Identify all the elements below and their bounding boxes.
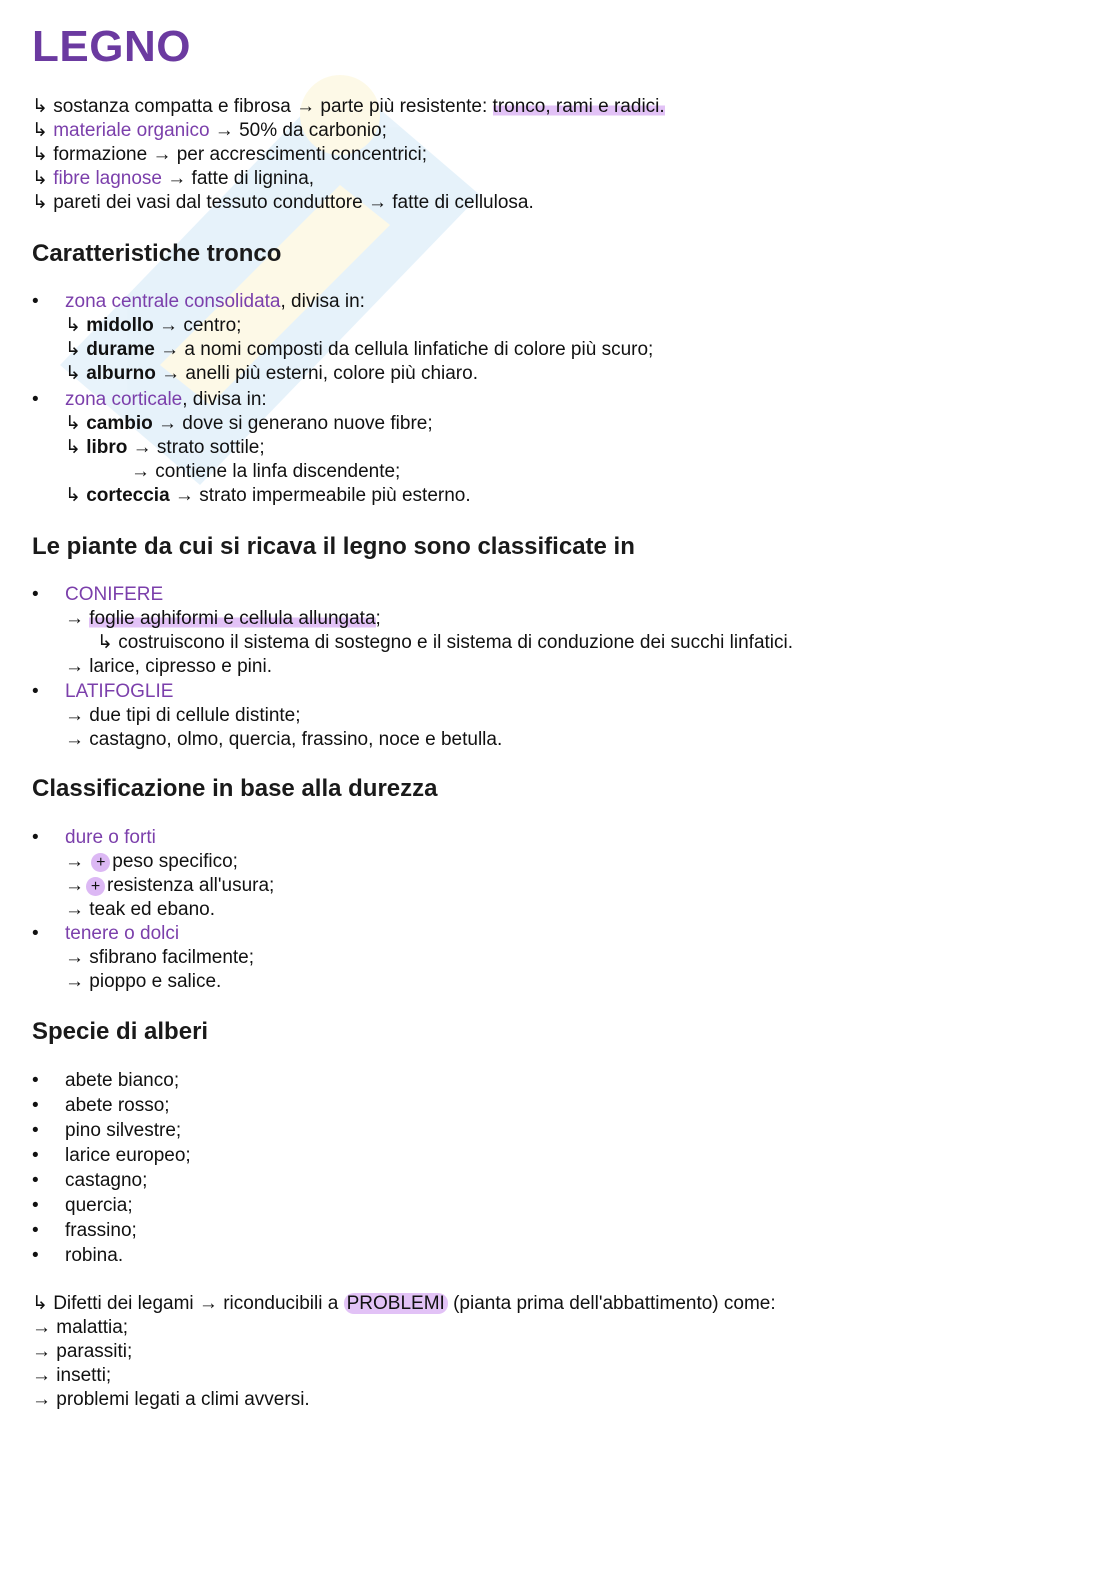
bullet-dot: • (32, 389, 39, 410)
heading-caratteristiche: Caratteristiche tronco (32, 240, 282, 267)
list-subitem: → foglie aghiformi e cellula allungata; (65, 608, 381, 629)
list-subitem: → + resistenza all'usura; (65, 875, 275, 896)
list-item: zona centrale consolidata, divisa in: (65, 291, 365, 312)
highlight-foglie: foglie aghiformi e cellula allungata (89, 608, 376, 629)
list-subitem: ↳ costruiscono il sistema di sostegno e il sistema di conduzione dei succhi linfatici. (97, 632, 794, 653)
list-item: castagno; (65, 1170, 148, 1191)
list-item: larice europeo; (65, 1145, 191, 1166)
bullet-dot: • (32, 1170, 39, 1191)
intro-line-3: ↳ formazione → per accrescimenti concentrici; (32, 144, 428, 165)
list-item: pino silvestre; (65, 1120, 182, 1141)
bullet-dot: • (32, 1220, 39, 1241)
defects-item: → malattia; (32, 1317, 129, 1338)
bullet-dot: • (32, 1095, 39, 1116)
list-item: quercia; (65, 1195, 133, 1216)
list-item: dure o forti (65, 827, 156, 848)
highlight-problemi: PROBLEMI (344, 1293, 448, 1314)
heading-classificazione: Classificazione in base alla durezza (32, 775, 438, 802)
list-item: frassino; (65, 1220, 137, 1241)
bullet-dot: • (32, 1145, 39, 1166)
list-subitem: ↳ corteccia → strato impermeabile più esterno. (65, 485, 471, 506)
defects-item: → parassiti; (32, 1341, 133, 1362)
bullet-dot: • (32, 1195, 39, 1216)
defects-line: ↳ Difetti dei legami → riconducibili a PROBLEMI (pianta prima dell'abbattimento) come: (32, 1293, 776, 1314)
intro-line-4: ↳ fibre lagnose → fatte di lignina, (32, 168, 315, 189)
defects-item: → insetti; (32, 1365, 112, 1386)
list-item: LATIFOGLIE (65, 681, 174, 702)
list-item: abete bianco; (65, 1070, 180, 1091)
list-subitem: ↳ libro → strato sottile; (65, 437, 265, 458)
list-subitem: → castagno, olmo, quercia, frassino, noce e betulla. (65, 729, 503, 750)
bullet-dot: • (32, 827, 39, 848)
list-subitem: → + peso specifico; (65, 851, 238, 872)
intro-line-1: ↳ sostanza compatta e fibrosa → parte più resistente: tronco, rami e radici. (32, 96, 665, 117)
highlight-tronco: tronco, rami e radici. (492, 96, 665, 117)
list-subitem: ↳ midollo → centro; (65, 315, 242, 336)
list-subitem: → larice, cipresso e pini. (65, 656, 272, 677)
bullet-dot: • (32, 1245, 39, 1266)
list-subitem: → due tipi di cellule distinte; (65, 705, 301, 726)
list-item: abete rosso; (65, 1095, 170, 1116)
list-subitem: → sfibrano facilmente; (65, 947, 255, 968)
list-item: tenere o dolci (65, 923, 180, 944)
bullet-dot: • (32, 584, 39, 605)
heading-specie: Specie di alberi (32, 1018, 209, 1045)
list-item: CONIFERE (65, 584, 164, 605)
list-subitem: → contiene la linfa discendente; (131, 461, 401, 482)
heading-piante: Le piante da cui si ricava il legno sono classificate in (32, 533, 635, 560)
list-subitem: ↳ alburno → anelli più esterni, colore più chiaro. (65, 363, 478, 384)
intro-line-5: ↳ pareti dei vasi dal tessuto conduttore → fatte di cellulosa. (32, 192, 534, 213)
list-subitem: → pioppo e salice. (65, 971, 222, 992)
defects-item: → problemi legati a climi avversi. (32, 1389, 310, 1410)
list-subitem: ↳ durame → a nomi composti da cellula linfatiche di colore più scuro; (65, 339, 654, 360)
bullet-dot: • (32, 291, 39, 312)
bullet-dot: • (32, 923, 39, 944)
bullet-dot: • (32, 1070, 39, 1091)
list-item: zona corticale, divisa in: (65, 389, 267, 410)
bullet-dot: • (32, 1120, 39, 1141)
bullet-dot: • (32, 681, 39, 702)
list-subitem: ↳ cambio → dove si generano nuove fibre; (65, 413, 433, 434)
list-item: robina. (65, 1245, 124, 1266)
plus-icon: + (91, 853, 110, 872)
intro-line-2: ↳ materiale organico → 50% da carbonio; (32, 120, 387, 141)
page-title: LEGNO (32, 22, 191, 71)
plus-icon: + (86, 877, 105, 896)
list-subitem: → teak ed ebano. (65, 899, 215, 920)
